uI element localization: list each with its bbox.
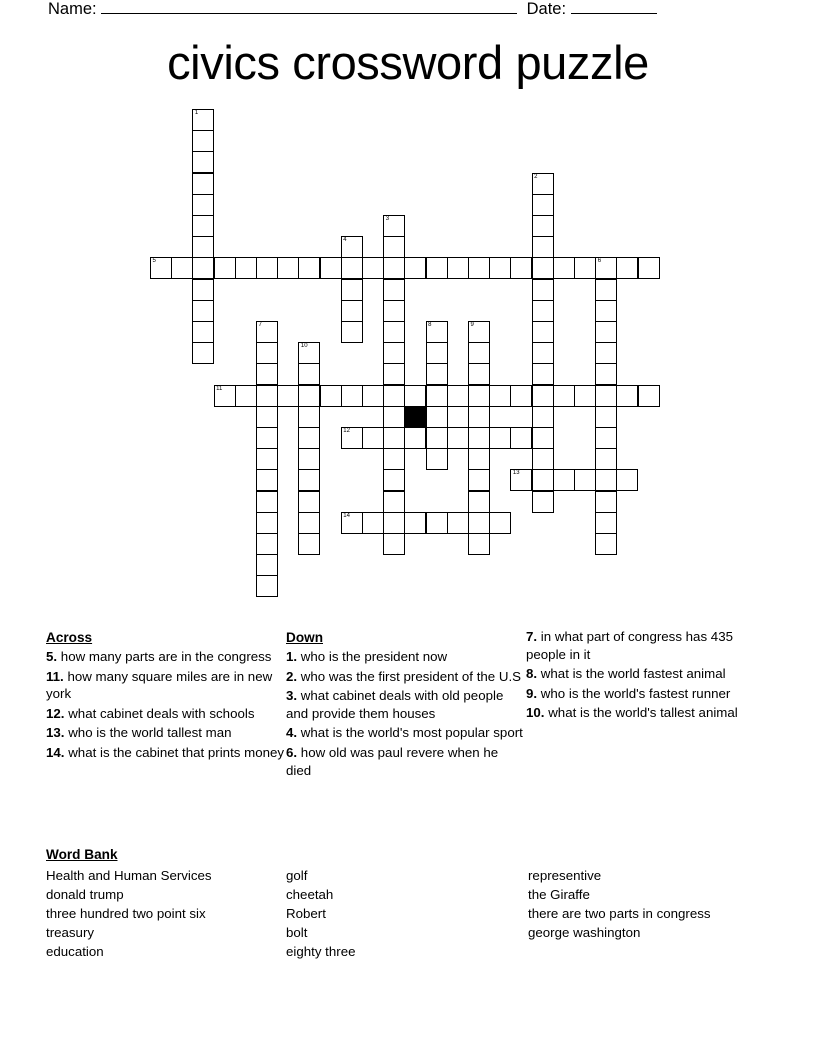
clue-across-13[interactable]	[46, 724, 286, 742]
grid-cell[interactable]	[192, 215, 214, 237]
word-bank-section	[46, 845, 770, 961]
grid-cell[interactable]	[532, 321, 554, 343]
word-bank-item: cheetah	[286, 887, 334, 902]
grid-cell[interactable]	[192, 257, 214, 279]
clue-number: 7.	[526, 629, 538, 644]
clue-text: how old was paul revere when he died	[286, 744, 499, 778]
clue-text: who is the world tallest man	[68, 725, 232, 741]
clue-number: 9.	[526, 685, 538, 701]
grid-cell-blocked	[404, 406, 426, 428]
grid-cell[interactable]	[595, 363, 617, 385]
grid-cell[interactable]	[468, 512, 490, 534]
word-bank-column-3	[528, 866, 770, 942]
grid-cell[interactable]	[595, 491, 617, 513]
grid-cell[interactable]	[532, 300, 554, 322]
grid-cell[interactable]	[341, 427, 363, 449]
clue-across-14[interactable]	[46, 744, 286, 762]
grid-cell[interactable]	[383, 491, 405, 513]
grid-cell[interactable]	[383, 406, 405, 428]
grid-cell[interactable]	[616, 257, 638, 279]
grid-cell[interactable]	[298, 533, 320, 555]
clue-number: 4.	[286, 725, 298, 741]
grid-cell[interactable]	[362, 257, 384, 279]
grid-cell[interactable]	[362, 427, 384, 449]
grid-cell[interactable]	[256, 257, 278, 279]
across-heading: Across	[46, 630, 93, 645]
grid-cell[interactable]	[256, 469, 278, 491]
grid-cell[interactable]	[447, 512, 469, 534]
grid-cell[interactable]	[256, 321, 278, 343]
grid-cell[interactable]	[553, 257, 575, 279]
grid-cell[interactable]	[638, 385, 660, 407]
clue-across-5[interactable]	[46, 648, 286, 666]
clue-down-1[interactable]	[286, 648, 526, 666]
grid-cell[interactable]	[383, 321, 405, 343]
grid-cell-number: 3	[385, 216, 390, 222]
grid-cell[interactable]	[510, 257, 532, 279]
grid-cell[interactable]	[532, 363, 554, 385]
grid-cell[interactable]	[383, 257, 405, 279]
grid-cell[interactable]	[341, 257, 363, 279]
grid-cell[interactable]	[468, 385, 490, 407]
word-bank-item: the Giraffe	[528, 887, 590, 902]
grid-cell-number: 7	[258, 322, 262, 328]
grid-cell[interactable]	[298, 406, 320, 428]
grid-cell[interactable]	[383, 469, 405, 491]
word-bank-item: education	[46, 944, 104, 959]
date-write-line[interactable]	[571, 0, 657, 14]
grid-cell[interactable]	[404, 512, 426, 534]
grid-cell[interactable]	[447, 427, 469, 449]
grid-cell[interactable]	[383, 300, 405, 322]
name-label: Name:	[48, 0, 97, 18]
grid-cell[interactable]	[468, 257, 490, 279]
grid-cell[interactable]	[298, 448, 320, 470]
grid-cell[interactable]	[447, 385, 469, 407]
word-bank-item: Robert	[286, 906, 326, 921]
grid-cell-number: 6	[597, 258, 602, 265]
clue-down-9[interactable]	[526, 685, 770, 703]
grid-cell[interactable]	[532, 173, 554, 195]
grid-cell[interactable]	[510, 469, 532, 491]
clue-number: 13.	[46, 725, 65, 741]
clue-text: who was the first president of the U.S	[300, 668, 522, 684]
grid-cell[interactable]	[362, 512, 384, 534]
clue-number: 12.	[46, 705, 65, 721]
word-bank-item: eighty three	[286, 944, 356, 959]
grid-cell[interactable]	[256, 554, 278, 576]
grid-cell[interactable]	[298, 363, 320, 385]
clue-number: 5.	[46, 649, 58, 664]
clues-section	[46, 628, 770, 781]
grid-cell[interactable]	[383, 236, 405, 258]
clue-text: what is the cabinet that prints money	[68, 744, 285, 760]
grid-cell[interactable]	[404, 257, 426, 279]
grid-cell[interactable]	[468, 342, 490, 364]
grid-cell[interactable]	[298, 491, 320, 513]
grid-cell[interactable]	[595, 533, 617, 555]
grid-cell[interactable]	[574, 469, 596, 491]
grid-cell[interactable]	[595, 406, 617, 428]
clue-down-6[interactable]	[286, 744, 526, 779]
grid-cell[interactable]	[574, 385, 596, 407]
grid-cell[interactable]	[553, 385, 575, 407]
down-heading: Down	[286, 630, 323, 645]
clue-down-4[interactable]	[286, 724, 526, 742]
grid-cell[interactable]	[468, 469, 490, 491]
clue-number: 6.	[286, 744, 298, 760]
word-bank-column-1	[46, 866, 286, 961]
clue-text: what is the world fastest animal	[540, 666, 726, 682]
clue-text: how many square miles are in new york	[46, 668, 273, 702]
clue-text: who is the world's fastest runner	[540, 685, 731, 701]
grid-cell[interactable]	[192, 342, 214, 364]
grid-cell[interactable]	[426, 363, 448, 385]
grid-cell[interactable]	[298, 512, 320, 534]
clue-text: how many parts are in the congress	[60, 649, 272, 664]
clue-text: what cabinet deals with schools	[68, 705, 255, 721]
grid-cell[interactable]	[192, 130, 214, 152]
grid-cell-number: 5	[152, 258, 156, 265]
name-date-row	[48, 0, 768, 26]
grid-cell[interactable]	[192, 300, 214, 322]
word-bank-item: bolt	[286, 925, 308, 940]
grid-cell[interactable]	[489, 257, 511, 279]
word-bank-item: donald trump	[46, 887, 124, 902]
grid-cell[interactable]	[532, 448, 554, 470]
grid-cell[interactable]	[532, 406, 554, 428]
grid-cell[interactable]	[468, 533, 490, 555]
grid-cell[interactable]	[341, 279, 363, 301]
grid-cell[interactable]	[256, 512, 278, 534]
grid-cell-number: 2	[534, 173, 538, 180]
word-bank-item: Health and Human Services	[46, 868, 212, 883]
grid-cell[interactable]	[595, 257, 617, 279]
grid-cell[interactable]	[426, 321, 448, 343]
grid-cell[interactable]	[404, 427, 426, 449]
grid-cell[interactable]	[426, 427, 448, 449]
grid-cell[interactable]	[256, 491, 278, 513]
grid-cell[interactable]	[595, 300, 617, 322]
crossword-grid-container	[0, 104, 816, 624]
clue-down-3[interactable]	[286, 687, 526, 722]
clue-text: in what part of congress has 435 people in it	[526, 629, 733, 662]
grid-cell[interactable]	[383, 512, 405, 534]
grid-cell[interactable]	[341, 300, 363, 322]
clue-text: what is the world's most popular sport	[300, 725, 523, 741]
grid-cell[interactable]	[532, 257, 554, 279]
grid-cell[interactable]	[256, 427, 278, 449]
clue-text: who is the president now	[300, 649, 448, 664]
grid-cell[interactable]	[426, 385, 448, 407]
grid-cell[interactable]	[532, 469, 554, 491]
clue-number: 10.	[526, 705, 545, 721]
clue-number: 3.	[286, 688, 298, 704]
grid-cell[interactable]	[298, 469, 320, 491]
grid-cell[interactable]	[256, 363, 278, 385]
grid-cell[interactable]	[192, 151, 214, 173]
grid-cell[interactable]	[426, 257, 448, 279]
grid-cell[interactable]	[192, 236, 214, 258]
grid-cell-number: 11	[216, 385, 223, 392]
grid-cell[interactable]	[468, 406, 490, 428]
grid-cell[interactable]	[298, 342, 320, 364]
grid-cell[interactable]	[404, 385, 426, 407]
grid-cell[interactable]	[383, 533, 405, 555]
clue-text: what cabinet deals with old people and provide them houses	[286, 688, 504, 721]
grid-cell[interactable]	[532, 215, 554, 237]
grid-cell[interactable]	[320, 257, 342, 279]
grid-cell[interactable]	[595, 512, 617, 534]
grid-cell[interactable]	[489, 512, 511, 534]
grid-cell[interactable]	[532, 342, 554, 364]
grid-cell[interactable]	[341, 321, 363, 343]
grid-cell[interactable]	[595, 427, 617, 449]
word-bank-column-2	[286, 866, 528, 961]
clue-down-7[interactable]	[526, 628, 770, 663]
down-clues-column-continued	[526, 628, 770, 724]
grid-cell[interactable]	[468, 427, 490, 449]
grid-cell[interactable]	[192, 279, 214, 301]
grid-cell[interactable]	[192, 194, 214, 216]
grid-cell[interactable]	[532, 279, 554, 301]
grid-cell[interactable]	[510, 385, 532, 407]
grid-cell[interactable]	[532, 491, 554, 513]
grid-cell[interactable]	[256, 533, 278, 555]
grid-cell[interactable]	[595, 321, 617, 343]
grid-cell[interactable]	[638, 257, 660, 279]
clue-across-11[interactable]	[46, 668, 286, 703]
name-write-line[interactable]	[101, 0, 517, 14]
grid-cell[interactable]	[595, 342, 617, 364]
grid-cell[interactable]	[383, 427, 405, 449]
date-label: Date:	[526, 0, 567, 18]
grid-cell-number: 10	[300, 343, 308, 350]
grid-cell[interactable]	[468, 363, 490, 385]
grid-cell[interactable]	[383, 363, 405, 385]
grid-cell[interactable]	[214, 257, 236, 279]
clue-number: 1.	[286, 649, 298, 664]
word-bank-item: there are two parts in congress	[528, 906, 711, 921]
grid-cell[interactable]	[426, 342, 448, 364]
grid-cell-number: 4	[343, 237, 347, 244]
grid-cell-number: 12	[343, 428, 350, 434]
grid-cell[interactable]	[532, 194, 554, 216]
grid-cell[interactable]	[616, 385, 638, 407]
grid-cell[interactable]	[341, 385, 363, 407]
grid-cell[interactable]	[532, 427, 554, 449]
grid-cell[interactable]	[595, 448, 617, 470]
word-bank-heading: Word Bank	[46, 847, 118, 862]
grid-cell[interactable]	[192, 173, 214, 195]
grid-cell[interactable]	[362, 385, 384, 407]
grid-cell[interactable]	[171, 257, 193, 279]
grid-cell[interactable]	[383, 215, 405, 237]
grid-cell[interactable]	[383, 279, 405, 301]
grid-cell[interactable]	[383, 385, 405, 407]
clue-down-8[interactable]	[526, 665, 770, 683]
grid-cell[interactable]	[298, 257, 320, 279]
grid-cell[interactable]	[320, 385, 342, 407]
clue-across-12[interactable]	[46, 705, 286, 723]
grid-cell[interactable]	[341, 512, 363, 534]
grid-cell[interactable]	[256, 448, 278, 470]
grid-cell[interactable]	[426, 512, 448, 534]
grid-cell[interactable]	[616, 469, 638, 491]
grid-cell[interactable]	[595, 279, 617, 301]
grid-cell[interactable]	[256, 575, 278, 597]
grid-cell[interactable]	[277, 385, 299, 407]
word-bank-item: representive	[528, 868, 602, 883]
grid-cell[interactable]	[426, 448, 448, 470]
grid-cell[interactable]	[235, 257, 257, 279]
grid-cell[interactable]	[192, 321, 214, 343]
grid-cell[interactable]	[256, 406, 278, 428]
across-clues-column	[46, 628, 286, 764]
grid-cell[interactable]	[489, 385, 511, 407]
grid-cell-number: 14	[343, 512, 350, 519]
grid-cell[interactable]	[574, 257, 596, 279]
clue-down-10[interactable]	[526, 704, 770, 722]
grid-cell[interactable]	[426, 406, 448, 428]
grid-cell[interactable]	[532, 236, 554, 258]
grid-cell[interactable]	[256, 342, 278, 364]
clue-text: what is the world's tallest animal	[548, 705, 738, 721]
grid-cell[interactable]	[468, 491, 490, 513]
grid-cell[interactable]	[553, 469, 575, 491]
word-bank-item: golf	[286, 868, 308, 883]
grid-cell[interactable]	[214, 385, 236, 407]
grid-cell[interactable]	[150, 257, 172, 279]
grid-cell[interactable]	[277, 257, 299, 279]
grid-cell-number: 1	[194, 110, 199, 116]
word-bank-item: george washington	[528, 925, 641, 940]
clue-down-2[interactable]	[286, 668, 526, 686]
grid-cell[interactable]	[341, 236, 363, 258]
clue-number: 11.	[46, 668, 64, 684]
clue-number: 8.	[526, 666, 538, 682]
grid-cell-number: 9	[470, 322, 474, 328]
grid-cell-number: 8	[428, 322, 432, 328]
clue-number: 2.	[286, 668, 298, 684]
grid-cell[interactable]	[595, 385, 617, 407]
grid-cell[interactable]	[235, 385, 257, 407]
clue-number: 14.	[46, 744, 65, 760]
grid-cell[interactable]	[383, 342, 405, 364]
grid-cell[interactable]	[298, 385, 320, 407]
page-title: civics crossword puzzle	[167, 36, 649, 89]
grid-cell[interactable]	[256, 385, 278, 407]
grid-cell[interactable]	[510, 427, 532, 449]
grid-cell[interactable]	[192, 109, 214, 131]
word-bank-item: treasury	[46, 925, 95, 940]
grid-cell[interactable]	[447, 257, 469, 279]
grid-cell[interactable]	[468, 448, 490, 470]
grid-cell[interactable]	[532, 385, 554, 407]
grid-cell[interactable]	[383, 448, 405, 470]
grid-cell[interactable]	[595, 469, 617, 491]
grid-cell[interactable]	[468, 321, 490, 343]
word-bank-item: three hundred two point six	[46, 906, 206, 921]
grid-cell[interactable]	[298, 427, 320, 449]
grid-cell-number: 13	[512, 470, 520, 477]
grid-cell[interactable]	[489, 427, 511, 449]
down-clues-column	[286, 628, 526, 781]
